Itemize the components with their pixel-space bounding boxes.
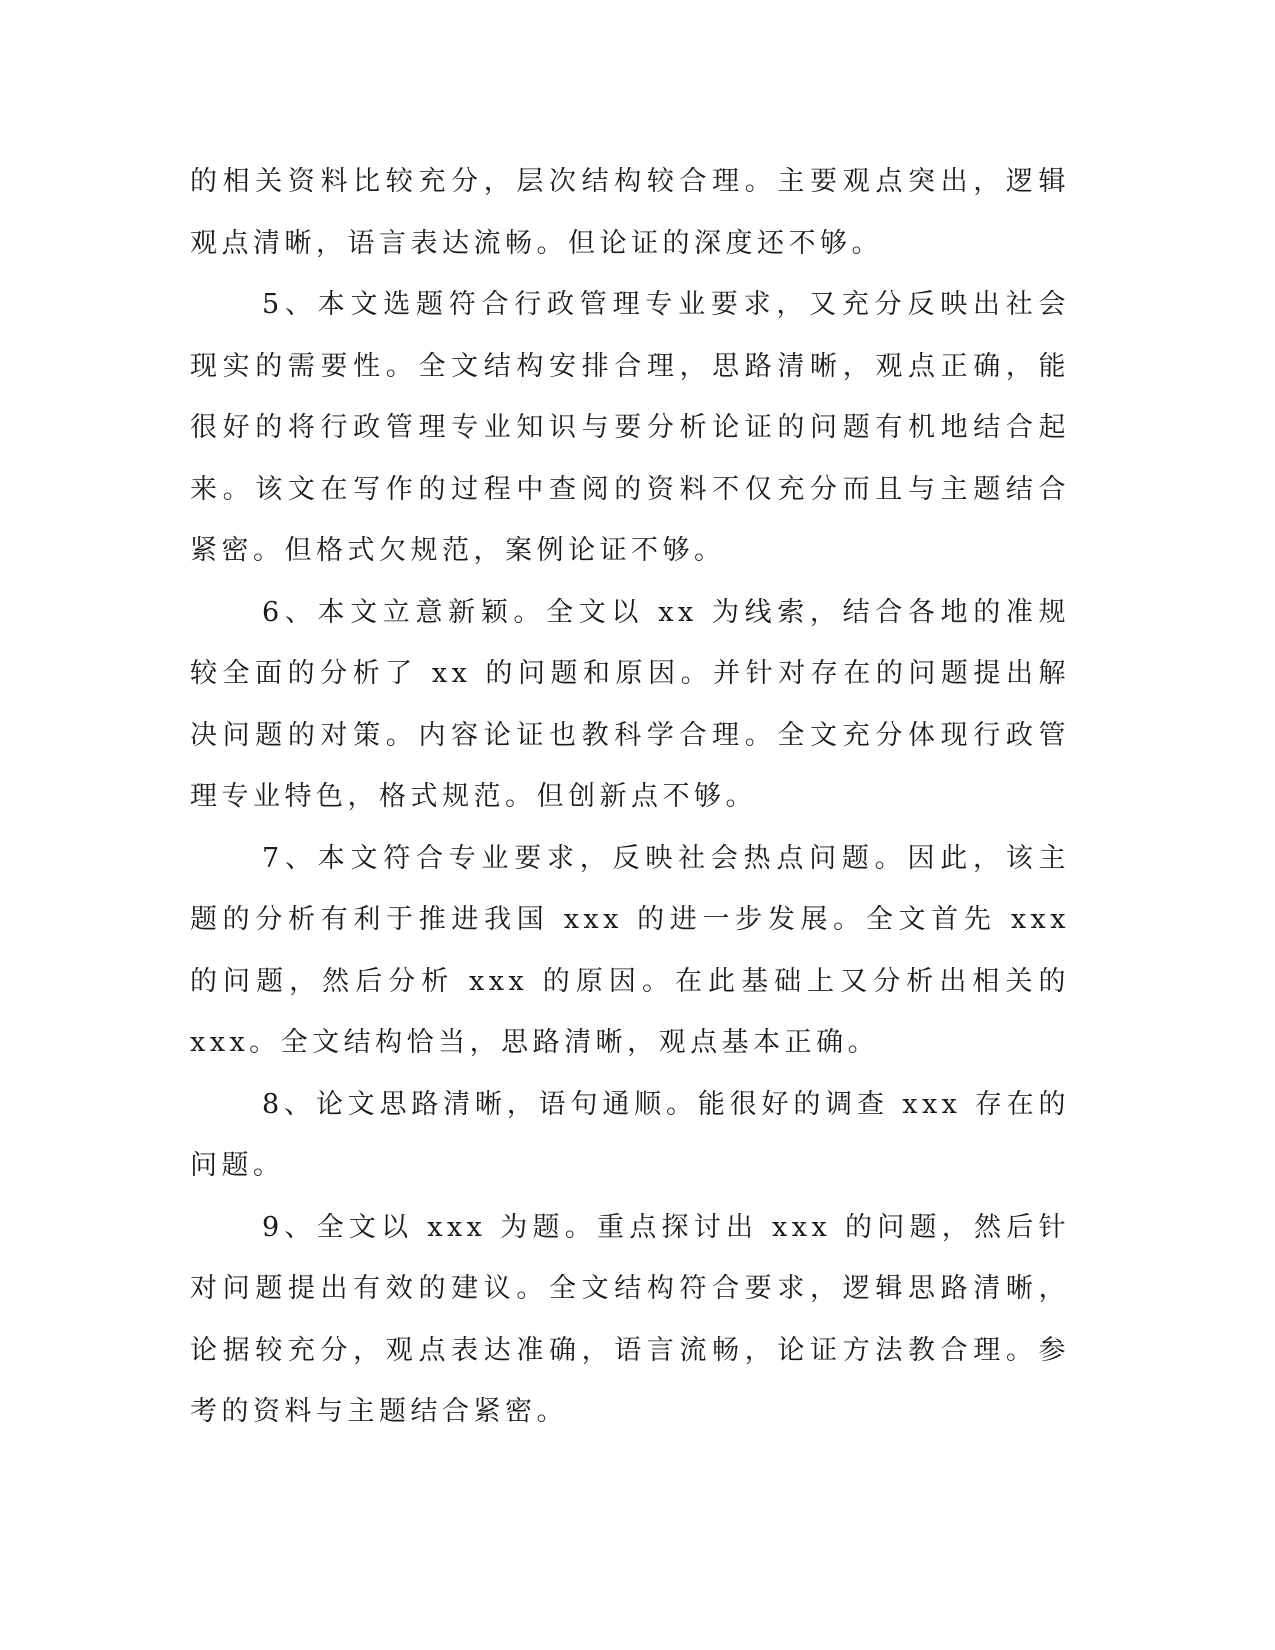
paragraph-8: 8、论文思路清晰，语句通顺。能很好的调查 xxx 存在的问题。 — [190, 1088, 1070, 1181]
paragraph-6: 6、本文立意新颖。全文以 xx 为线索，结合各地的准规较全面的分析了 xx 的问题和原因。并针对存在的问题提出解决问题的对策。内容论证也教科学合理。全文充分体现行政管理专业特色，格式规范。但创新点不够。 — [190, 596, 1070, 812]
paragraph-5: 5、本文选题符合行政管理专业要求，又充分反映出社会现实的需要性。全文结构安排合理，思路清晰，观点正确，能很好的将行政管理专业知识与要分析论证的问题有机地结合起来。该文在写作的过程中查阅的资料不仅充分而且与主题结合紧密。但格式欠规范，案例论证不够。 — [190, 289, 1070, 566]
document-body — [190, 151, 1070, 1443]
paragraph-9: 9、全文以 xxx 为题。重点探讨出 xxx 的问题，然后针对问题提出有效的建议。全文结构符合要求，逻辑思路清晰，论据较充分，观点表达准确，语言流畅，论证方法教合理。参考的资料与主题结合紧密。 — [190, 1211, 1070, 1427]
paragraph-4-continued: 的相关资料比较充分，层次结构较合理。主要观点突出，逻辑观点清晰，语言表达流畅。但论证的深度还不够。 — [190, 166, 1070, 259]
paragraph-7: 7、本文符合专业要求，反映社会热点问题。因此，该主题的分析有利于推进我国 xxx 的进一步发展。全文首先 xxx 的问题，然后分析 xxx 的原因。在此基础上又分析出相关的 xxx。全文结构恰当，思路清晰，观点基本正确。 — [190, 842, 1070, 1058]
